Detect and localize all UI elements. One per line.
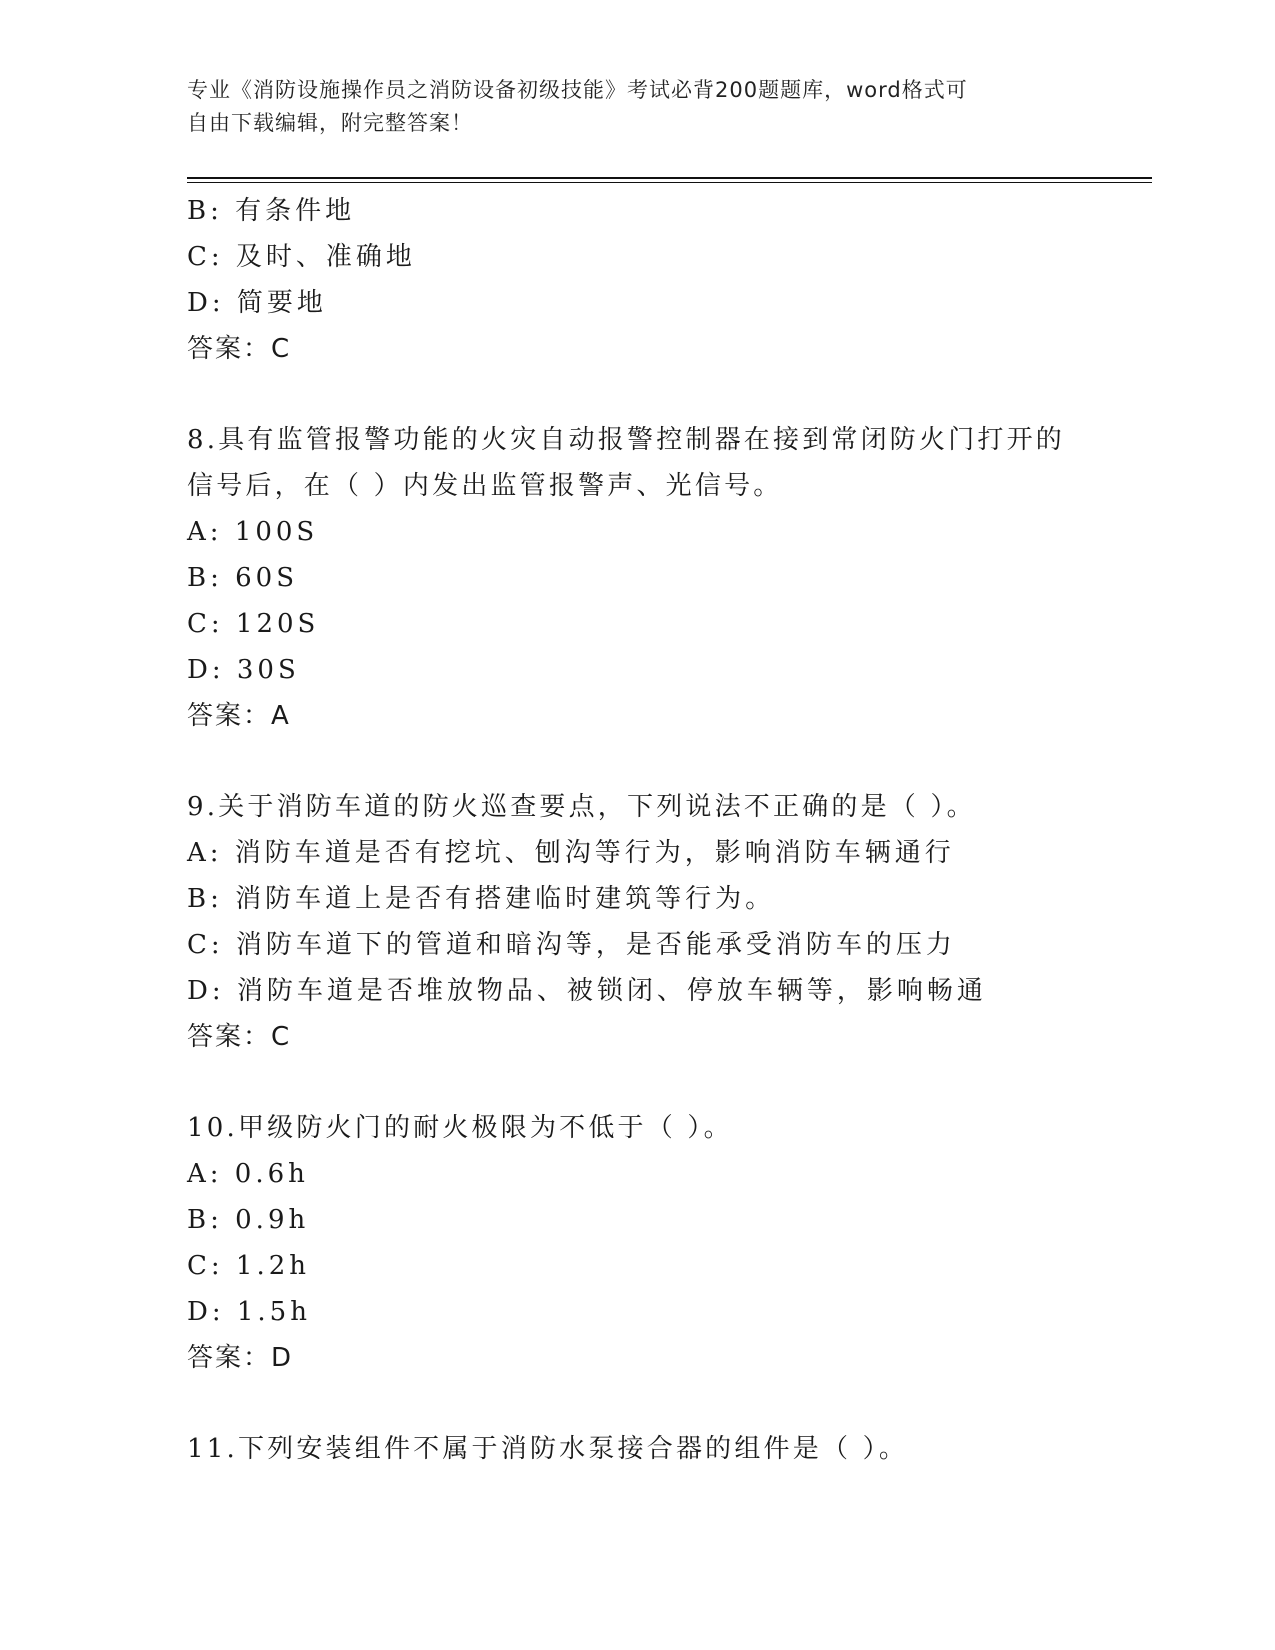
block-spacer xyxy=(187,372,1152,417)
question-block-11 xyxy=(187,1426,1152,1472)
block-spacer xyxy=(187,1060,1152,1105)
header-divider-thin xyxy=(187,182,1152,183)
question-block-carryover xyxy=(187,188,1152,372)
question-block-9 xyxy=(187,784,1152,1060)
question-text-line: 9.关于消防车道的防火巡查要点，下列说法不正确的是（ ）。 xyxy=(187,792,976,822)
option-d: D: 简要地 xyxy=(187,288,327,318)
question-text-line: 信号后，在（ ）内发出监管报警声、光信号。 xyxy=(187,471,783,501)
option-b: B: 0.9h xyxy=(187,1205,310,1235)
option-d: D: 30S xyxy=(187,655,300,685)
option-b: B: 消防车道上是否有搭建临时建筑等行为。 xyxy=(187,884,776,914)
option-d: D: 消防车道是否堆放物品、被锁闭、停放车辆等，影响畅通 xyxy=(187,976,987,1006)
option-c: C: 120S xyxy=(187,609,320,639)
header-title-line-1: 专业《消防设施操作员之消防设备初级技能》考试必背200题题库，word格式可 xyxy=(187,78,968,102)
answer-line: 答案：A xyxy=(187,701,291,731)
option-c: C: 1.2h xyxy=(187,1251,311,1281)
option-b: B: 60S xyxy=(187,563,299,593)
answer-line: 答案：C xyxy=(187,334,292,364)
block-spacer xyxy=(187,739,1152,784)
question-block-8 xyxy=(187,417,1152,739)
option-c: C: 消防车道下的管道和暗沟等，是否能承受消防车的压力 xyxy=(187,930,956,960)
option-a: A: 0.6h xyxy=(187,1159,309,1189)
document-header xyxy=(187,74,1077,140)
question-block-10 xyxy=(187,1105,1152,1381)
option-d: D: 1.5h xyxy=(187,1297,311,1327)
block-spacer xyxy=(187,1381,1152,1426)
answer-line: 答案：D xyxy=(187,1343,294,1373)
header-title-line-2: 自由下载编辑，附完整答案！ xyxy=(187,111,473,135)
question-text-line: 8.具有监管报警功能的火灾自动报警控制器在接到常闭防火门打开的 xyxy=(187,425,1066,455)
option-a: A: 消防车道是否有挖坑、刨沟等行为，影响消防车辆通行 xyxy=(187,838,955,868)
option-a: A: 100S xyxy=(187,517,319,547)
question-content xyxy=(187,188,1152,1472)
option-c: C: 及时、准确地 xyxy=(187,242,416,272)
question-text-line: 11.下列安装组件不属于消防水泵接合器的组件是（ ）。 xyxy=(187,1434,909,1464)
header-divider-thick xyxy=(187,177,1152,179)
option-b: B: 有条件地 xyxy=(187,196,356,226)
answer-line: 答案：C xyxy=(187,1022,292,1052)
question-text-line: 10.甲级防火门的耐火极限为不低于（ ）。 xyxy=(187,1113,733,1143)
